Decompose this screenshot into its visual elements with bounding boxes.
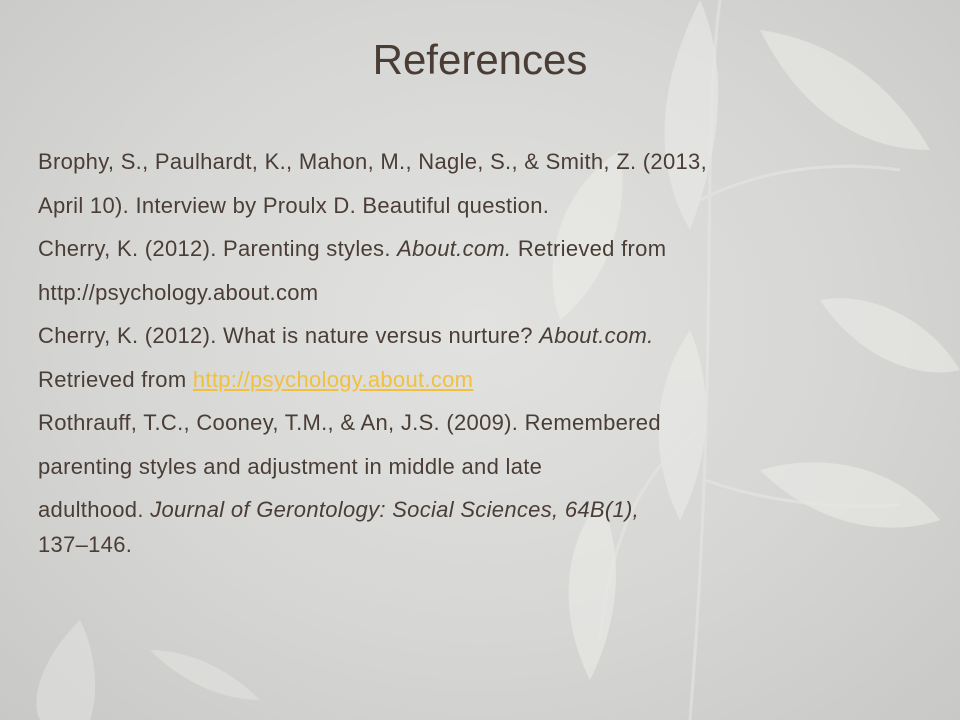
slide-title: References bbox=[372, 36, 588, 83]
reference-line: Rothrauff, T.C., Cooney, T.M., & An, J.S. (2009). Remembered bbox=[38, 410, 661, 435]
reference-line: parenting styles and adjustment in middle and late bbox=[38, 453, 543, 479]
journal-title: Journal of Gerontology: Social Sciences, 64B(1), bbox=[150, 497, 640, 522]
reference-line bbox=[38, 358, 918, 402]
reference-line bbox=[38, 488, 918, 532]
reference-list bbox=[38, 140, 918, 558]
reference-line: Brophy, S., Paulhardt, K., Mahon, M., Nagle, S., & Smith, Z. (2013, bbox=[38, 149, 707, 174]
source-title: About.com. bbox=[539, 323, 654, 348]
reference-item bbox=[38, 401, 918, 558]
reference-text: Retrieved from bbox=[511, 236, 667, 261]
reference-item bbox=[38, 314, 918, 401]
reference-hyperlink[interactable]: http://psychology.about.com bbox=[192, 366, 474, 392]
reference-text: Cherry, K. (2012). Parenting styles. bbox=[38, 236, 398, 261]
reference-text: Cherry, K. (2012). What is nature versus nurture? bbox=[38, 323, 540, 348]
reference-pages: 137–146. bbox=[38, 531, 133, 557]
reference-line bbox=[38, 227, 918, 271]
reference-line: April 10). Interview by Proulx D. Beautiful question. bbox=[38, 192, 550, 218]
reference-line bbox=[38, 314, 918, 358]
reference-item bbox=[38, 227, 918, 314]
source-title: About.com. bbox=[397, 236, 512, 261]
reference-text: Retrieved from bbox=[38, 366, 193, 392]
reference-text: adulthood. bbox=[38, 497, 151, 522]
reference-url: http://psychology.about.com bbox=[38, 279, 319, 305]
reference-item bbox=[38, 140, 918, 227]
